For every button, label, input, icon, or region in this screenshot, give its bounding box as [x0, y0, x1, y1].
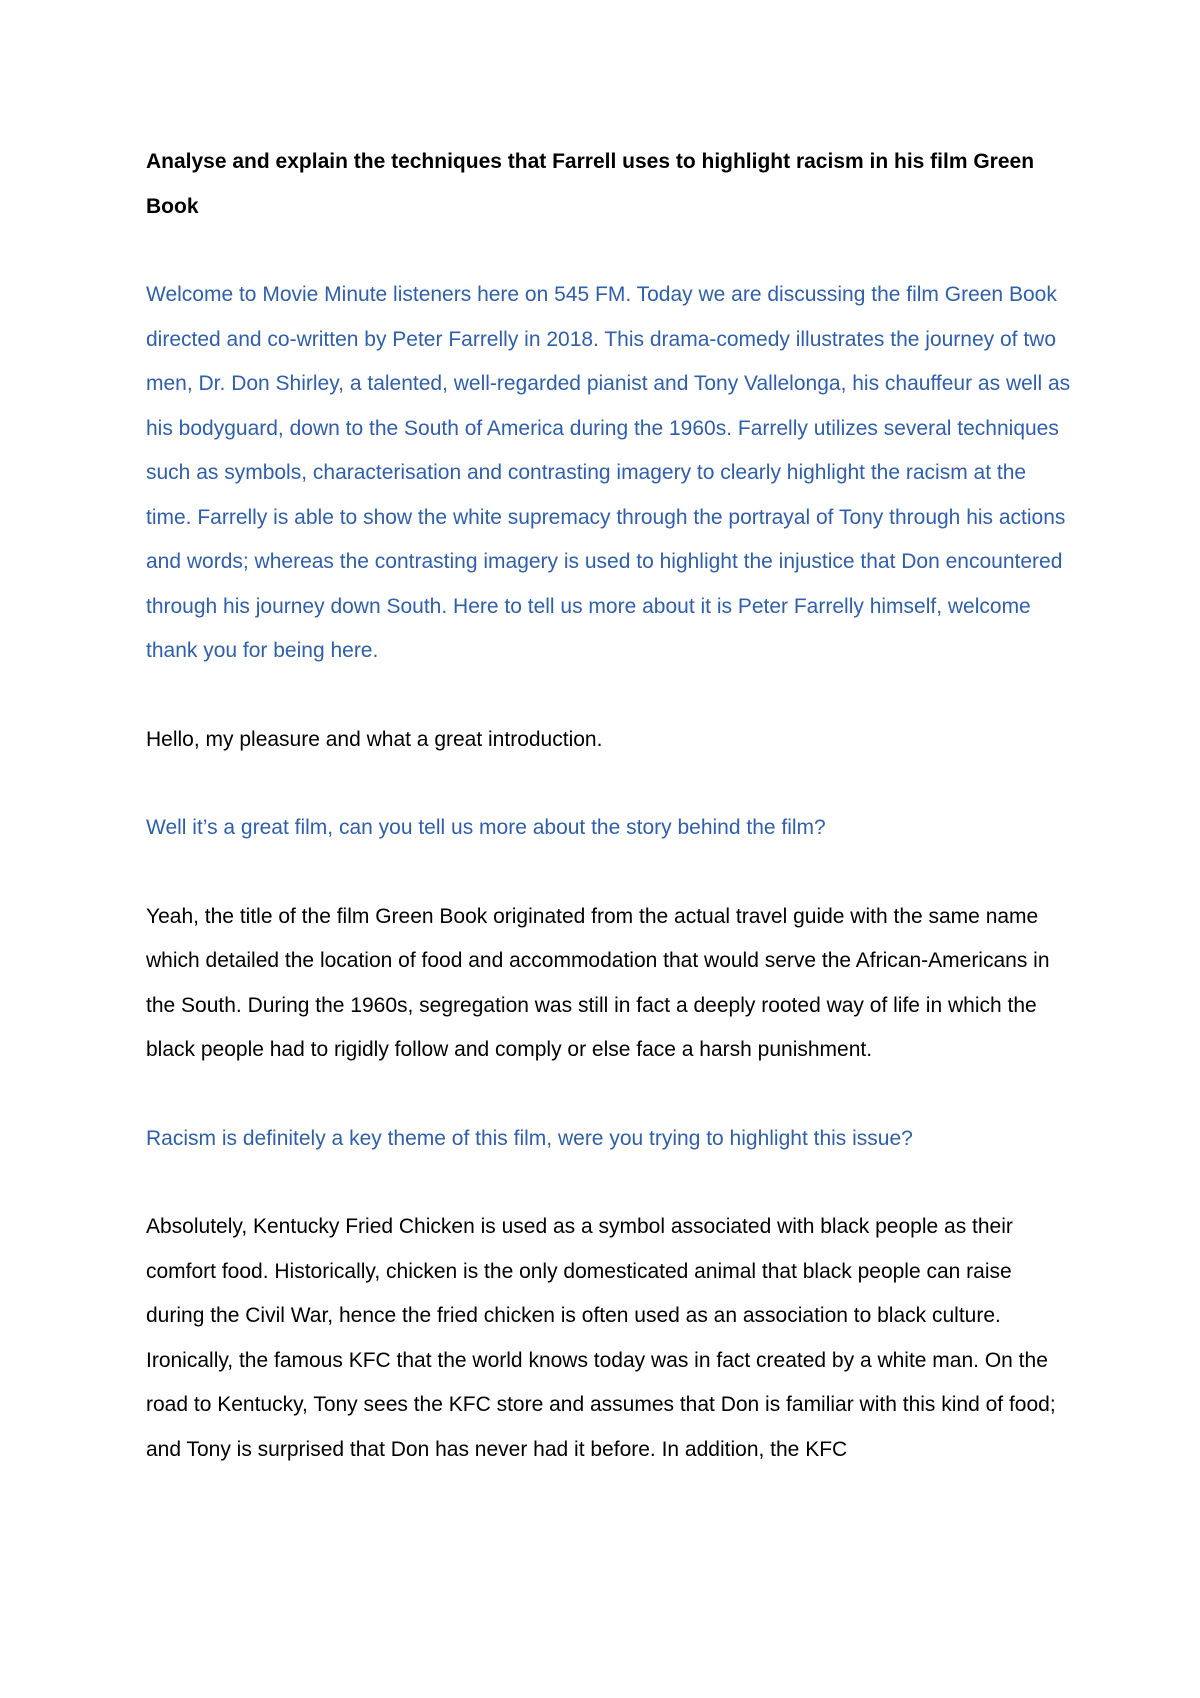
- host-question-story: Well it’s a great film, can you tell us more about the story behind the film?: [146, 816, 826, 839]
- document-body: [146, 140, 1071, 1516]
- guest-answer-story: Yeah, the title of the film Green Book originated from the actual travel guide with the same name which detailed the location of food and accommodation that would serve the African-Americans in the South. During the 1960s, segregation was still in fact a deeply rooted way of life in which the black people had to rigidly follow and comply or else face a harsh punishment.: [146, 904, 1050, 1061]
- host-intro-paragraph: Welcome to Movie Minute listeners here on 545 FM. Today we are discussing the film Green Book directed and co-written by Peter Farrelly in 2018. This drama-comedy illustrates the journey of two men, Dr. Don Shirley, a talented, well-regarded pianist and Tony Vallelonga, his chauffeur as well as his bodyguard, down to the South of America during the 1960s. Farrelly utilizes several techniques such as symbols, characterisation and contrasting imagery to clearly highlight the racism at the time. Farrelly is able to show the white supremacy through the portrayal of Tony through his actions and words; whereas the contrasting imagery is used to highlight the injustice that Don encountered through his journey down South. Here to tell us more about it is Peter Farrelly himself, welcome thank you for being here.: [146, 283, 1071, 662]
- host-question-racism: Racism is definitely a key theme of this film, were you trying to highlight this issue?: [146, 1126, 913, 1150]
- guest-greeting-paragraph: Hello, my pleasure and what a great introduction.: [146, 727, 603, 751]
- guest-answer-racism: Absolutely, Kentucky Fried Chicken is used as a symbol associated with black people as their comfort food. Historically, chicken is the only domesticated animal that black people can raise during the Civil War, hence the fried chicken is often used as an association to black culture. Ironically, the famous KFC that the world knows today was in fact created by a white man. On the road to Kentucky, Tony sees the KFC store and assumes that Don is familiar with this kind of food; and Tony is surprised that Don has never had it before. In addition, the KFC: [146, 1215, 1056, 1461]
- essay-title: Analyse and explain the techniques that Farrell uses to highlight racism in his film Green Book: [146, 150, 1035, 218]
